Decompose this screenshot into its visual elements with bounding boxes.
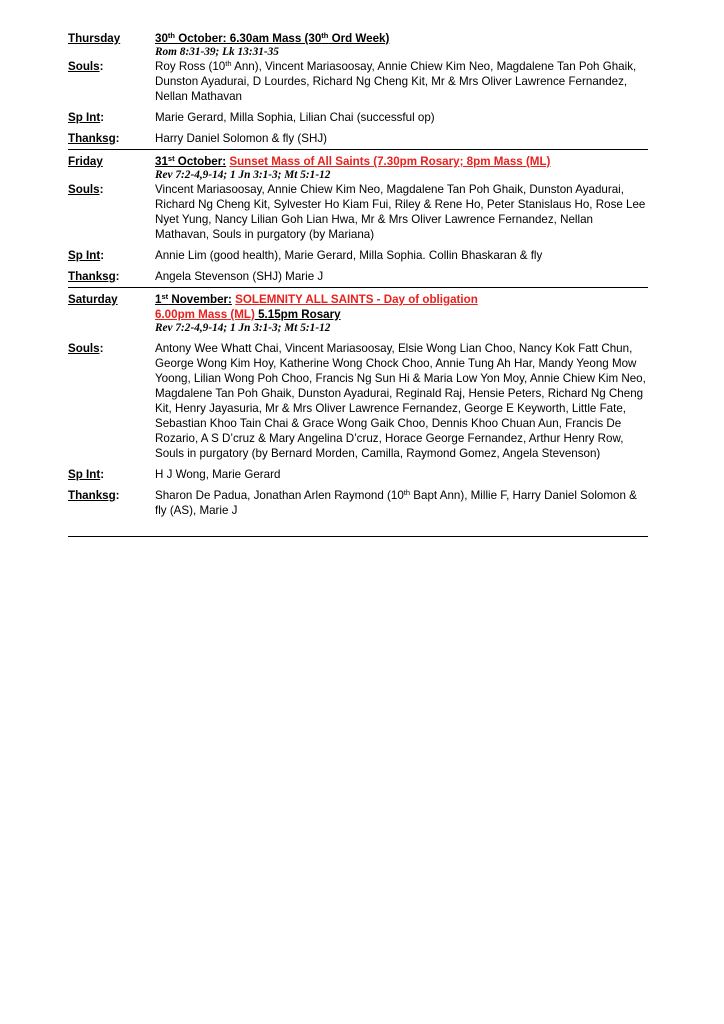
bottom-rule [68, 536, 648, 537]
mass-intentions-page [68, 31, 648, 518]
spint-row [68, 248, 648, 263]
readings-row [68, 46, 648, 59]
day-label: Friday [68, 155, 103, 168]
souls-row [68, 182, 648, 242]
thanks-label: Thanksg: [68, 489, 120, 502]
souls-label: Souls: [68, 183, 104, 196]
saturday-header-row [68, 292, 648, 322]
readings: Rev 7:2-4,9-14; 1 Jn 3:1-3; Mt 5:1-12 [155, 169, 331, 181]
thanks-row [68, 269, 648, 284]
spint-label: Sp Int: [68, 249, 105, 262]
souls-list: Antony Wee Whatt Chai, Vincent Mariasoosay, Elsie Wong Lian Choo, Nancy Kok Fatt Chun, George Wong Kim Hoy, Katherine Wong Chock Choo, Annie Tung Ah Har, Mandy Yeong Mow Yoong, Lilian Wong Poh Choo, Francis Ng Sun Hi & Maria Low Yon Moy, Annie Chiew Kim Neo, Magdalene Tan Poh Ghaik, Dunston Ayadurai, Reginald Raj, Hensie Peters, Richard Ng Cheng Kit, Henry Jayasuria, Mr & Mrs Oliver Lawrence Fernandez, George E Keyworth, Little Fate, Sebastian Khoo Tain Chai & Grace Wong Gaik Choo, Dennis Khoo Chuan Aun, Francis De Rozario, A S D’cruz & Mary Angelina D’cruz, Horace George Fernandez, Arthur Henry Row, Souls in purgatory (by Bernard Morden, Camilla, Raymond Gomez, Angela Stevenson) [155, 342, 646, 460]
thanks-label: Thanksg: [68, 270, 120, 283]
thanks-list: Angela Stevenson (SHJ) Marie J [155, 270, 324, 283]
souls-row [68, 341, 648, 461]
spint-label: Sp Int: [68, 111, 105, 124]
day-label: Thursday [68, 32, 121, 45]
thanks-row [68, 131, 648, 146]
divider [68, 149, 648, 150]
souls-row [68, 59, 648, 104]
thanks-list: Harry Daniel Solomon & fly (SHJ) [155, 132, 328, 145]
spint-list: Marie Gerard, Milla Sophia, Lilian Chai (successful op) [155, 111, 435, 124]
friday-header-row [68, 154, 648, 169]
spint-row [68, 467, 648, 482]
spint-label: Sp Int: [68, 468, 105, 481]
day-label: Saturday [68, 293, 118, 306]
thanks-row [68, 488, 648, 518]
readings: Rom 8:31-39; Lk 13:31-35 [155, 46, 279, 58]
day-title: 30th October: 6.30am Mass (30th Ord Week) [155, 31, 390, 45]
readings: Rev 7:2-4,9-14; 1 Jn 3:1-3; Mt 5:1-12 [155, 322, 331, 334]
spint-list: H J Wong, Marie Gerard [155, 468, 281, 481]
souls-list: Vincent Mariasoosay, Annie Chiew Kim Neo, Magdalene Tan Poh Ghaik, Dunston Ayadurai, Richard Ng Cheng Kit, Sylvester Ho Kiam Fui, Riley & Rene Ho, Peter Stanislaus Ho, Rose Lee Nyet Yung, Nancy Lilian Goh Lian Hwa, Mr & Mrs Oliver Lawrence Fernandez, Nellan Mathavan, Souls in purgatory (by Mariana) [155, 183, 646, 241]
souls-label: Souls: [68, 60, 104, 73]
thanks-list: Sharon De Padua, Jonathan Arlen Raymond (10th Bapt Ann), Millie F, Harry Daniel Solomon & fly (AS), Marie J [155, 488, 637, 517]
spint-list: Annie Lim (good health), Marie Gerard, Milla Sophia. Collin Bhaskaran & fly [155, 249, 543, 262]
day-title: 31st October: Sunset Mass of All Saints (7.30pm Rosary; 8pm Mass (ML) [155, 154, 551, 168]
readings-row [68, 322, 648, 335]
souls-list: Roy Ross (10th Ann), Vincent Mariasoosay, Annie Chiew Kim Neo, Magdalene Tan Poh Ghaik, Dunston Ayadurai, D Lourdes, Richard Ng Cheng Kit, Mr & Mrs Oliver Lawrence Fernandez, Nellan Mathavan [155, 59, 637, 103]
readings-row [68, 169, 648, 182]
thursday-header-row [68, 31, 648, 46]
spint-row [68, 110, 648, 125]
thanks-label: Thanksg: [68, 132, 120, 145]
day-title: 1st November: SOLEMNITY ALL SAINTS - Day of obligation 6.00pm Mass (ML) 5.15pm Rosary [155, 292, 478, 321]
divider [68, 287, 648, 288]
souls-label: Souls: [68, 342, 104, 355]
